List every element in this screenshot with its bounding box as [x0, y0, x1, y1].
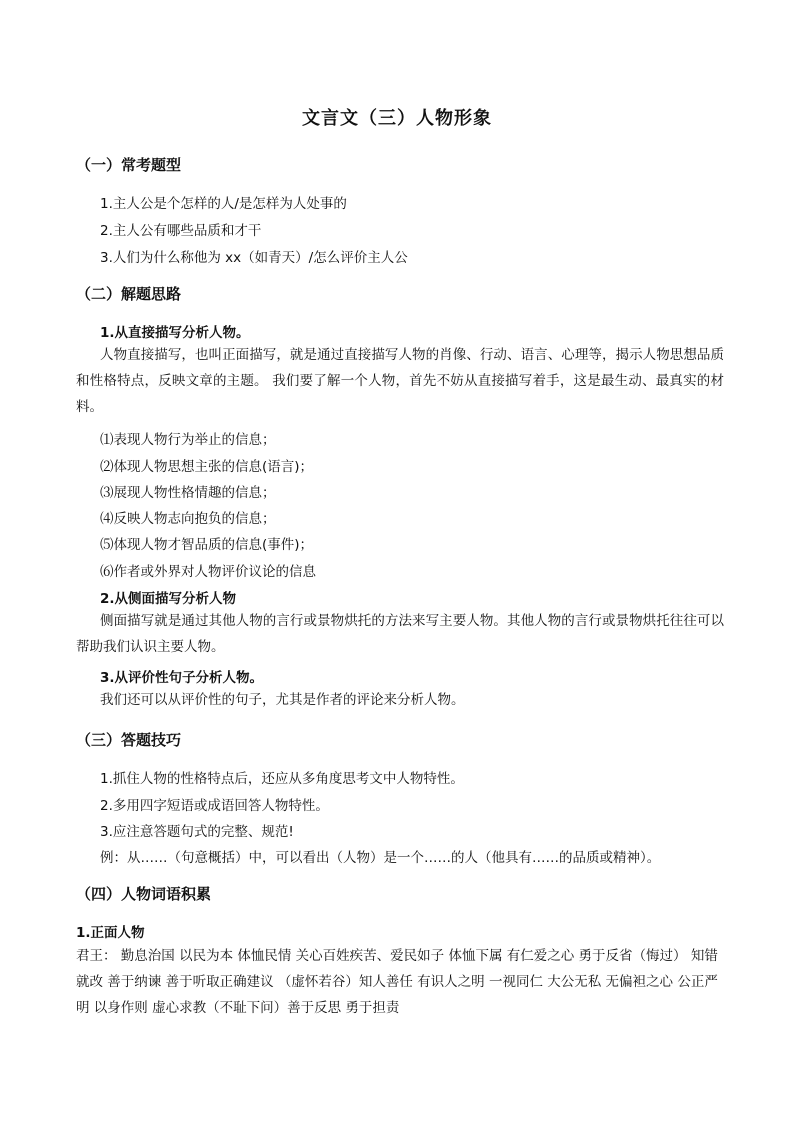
subheading-side-description: 2.从侧面描写分析人物	[100, 591, 237, 607]
section-heading-1: （一）常考题型	[76, 156, 182, 174]
answer-example: 例：从……（句意概括）中，可以看出（人物）是一个……的人（他具有……的品质或精神）。	[100, 850, 661, 866]
list-item: ⑷反映人物志向抱负的信息；	[100, 511, 276, 527]
subheading-positive-figures: 1.正面人物	[76, 925, 145, 941]
list-item: 2.主人公有哪些品质和才干	[100, 223, 262, 239]
section-heading-2: （二）解题思路	[76, 285, 182, 303]
list-item: ⑹作者或外界对人物评价议论的信息	[100, 564, 316, 580]
subheading-direct-description: 1.从直接描写分析人物。	[100, 325, 250, 341]
list-item: 3.人们为什么称他为 xx（如青天）/怎么评价主人公	[100, 250, 408, 266]
list-item: ⑶展现人物性格情趣的信息；	[100, 485, 276, 501]
paragraph-direct-description: 人物直接描写，也叫正面描写，就是通过直接描写人物的肖像、行动、语言、心理等，揭示人物思想品质和性格特点，反映文章的主题。 我们要了解一个人物，首先不妨从直接描写着手，这是最生动、最真实的材料。	[76, 347, 724, 415]
list-item: 1.抓住人物的性格特点后，还应从多角度思考文中人物特性。	[100, 771, 464, 787]
list-item: ⑵体现人物思想主张的信息(语言)；	[100, 459, 314, 475]
list-item: 1.主人公是个怎样的人/是怎样为人处事的	[100, 196, 347, 212]
paragraph-side-description: 侧面描写就是通过其他人物的言行或景物烘托的方法来写主要人物。其他人物的言行或景物烘托往往可以帮助我们认识主要人物。	[76, 613, 724, 655]
list-item: ⑸体现人物才智品质的信息(事件)；	[100, 537, 314, 553]
section-heading-4: （四）人物词语积累	[76, 885, 212, 903]
section-heading-3: （三）答题技巧	[76, 731, 182, 749]
list-item: ⑴表现人物行为举止的信息；	[100, 432, 276, 448]
list-item: 3.应注意答题句式的完整、规范!	[100, 824, 294, 840]
vocabulary-paragraph: 君王： 勤息治国 以民为本 体恤民情 关心百姓疾苦、爱民如子 体恤下属 有仁爱之心 勇于反省（悔过） 知错就改 善于纳谏 善于听取正确建议 （虚怀若谷）知人善任 有识人之明 一视同仁 大公无私 无偏袒之心 公正严明 以身作则 虚心求教（不耻下问）善于反思 勇于担责	[76, 948, 718, 1016]
page-title: 文言文（三）人物形象	[302, 108, 492, 129]
list-item: 2.多用四字短语或成语回答人物特性。	[100, 798, 329, 814]
subheading-evaluative-sentences: 3.从评价性句子分析人物。	[100, 670, 264, 686]
paragraph-evaluative-sentences: 我们还可以从评价性的句子，尤其是作者的评论来分析人物。	[100, 692, 465, 708]
